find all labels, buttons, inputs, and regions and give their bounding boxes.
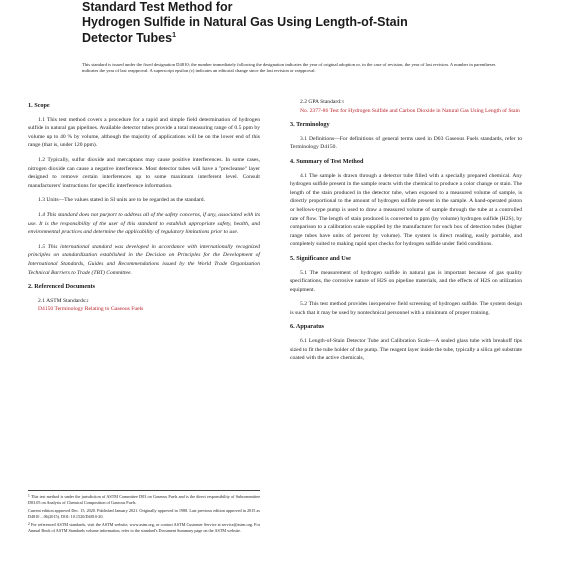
- title-line-2: Hydrogen Sulfide in Natural Gas Using Length-of-Stain: [82, 14, 408, 29]
- paragraph-1-1: 1.1 This test method covers a procedure for a rapid and simple field determination of hydrogen sulfide in natural gas pipelines. Available detector tubes provide a total measuring range of 0.5 ppm by volume up to 40 % by volume, although the majority of applications will be on the lower end of this range (that is, under 120 ppm).: [28, 116, 260, 149]
- paragraph-1-3: 1.3 Units—The values stated in SI units are to be regarded as the standard.: [38, 197, 205, 204]
- section-heading-significance: 5. Significance and Use: [290, 254, 351, 262]
- designation-notice: This standard is issued under the fixed designation D4810; the number immediately following the designation indicates the year of original adoption or, in the case of revision, the year of last revision. A number in parentheses indicates the year of last reapproval. A superscript epsilon (ε) indicates an editorial change since the last revision or reapproval.: [82, 62, 496, 74]
- ref-gpa-code-link[interactable]: No. 2377-86: [300, 107, 329, 114]
- section-heading-scope: 1. Scope: [28, 102, 50, 109]
- paragraph-3-1: 3.1 Definitions—For definitions of general terms used in D03 Gaseous Fuels standards, refer to Terminology D4150.: [290, 135, 522, 151]
- footnote-1b: Current edition approved Dec. 15, 2020. Published January 2021. Originally approved in 1988. Last previous edition approved in 2015 as D4810 – 06(2015). DOI: 10.1520/D4810-20.: [28, 508, 260, 519]
- section-heading-terminology: 3. Terminology: [290, 121, 330, 129]
- ref-astm-standards: [28, 297, 260, 306]
- ref-gpa-title-link[interactable]: Test for Hydrogen Sulfide and Carbon Dioxide in Natural Gas Using Length of Stain: [329, 107, 520, 114]
- footnote-2: [28, 522, 260, 533]
- section-heading-summary: 4. Summary of Test Method: [290, 157, 364, 165]
- title-footnote-mark: 1: [172, 32, 176, 39]
- paragraph-6-1: 6.1 Length-of-Stain Detector Tube and Calibration Scale—A sealed glass tube with breakoff tips sized to fit the tube holder of the pump. The reagent layer inside the tube, typically a silica gel substrate coated with the active chemicals,: [290, 338, 522, 362]
- document-header: [82, 0, 502, 46]
- paragraph-1-2: 1.2 Typically, sulfur dioxide and mercaptans may cause positive interferences. In some cases, nitrogen dioxide can cause a negative interference. Most detector tubes will have a "precleanse" layer designed to remove certain interferences up to some maximum interferent level. Consult manufacturers' instructions for specific interference information.: [28, 156, 260, 189]
- ref-gpa-2377: [290, 107, 522, 116]
- paragraph-5-2: 5.2 This test method provides inexpensive field screening of hydrogen sulfide. The system design is such that it may be used by nontechnical personnel with a minimum of proper training.: [290, 301, 522, 316]
- ref-gpa-footnote-mark: 3: [341, 99, 344, 104]
- footnotes: [28, 490, 260, 537]
- paragraph-1-5: [28, 243, 260, 277]
- ref-gpa-label: 2.2 GPA Standard:: [300, 99, 342, 105]
- title-line-1: Standard Test Method for: [82, 0, 233, 14]
- left-column: [28, 96, 260, 314]
- paragraph-1-4: [28, 211, 260, 237]
- footnote-2-mark: 2: [28, 522, 30, 527]
- ref-astm-label: 2.1 ASTM Standards:: [38, 297, 87, 304]
- ref-d4150: [28, 305, 260, 314]
- section-heading-referenced-documents: 2. Referenced Documents: [28, 283, 96, 291]
- right-column: [290, 98, 522, 369]
- paragraph-1-5-text: 1.5 This international standard was developed in accordance with internationally recognized principles on standardization established in the Decision on Principles for the Development of International Standards, Guides and Recommendations issued by the World Trade Organization Technical Barriers to Trade (TBT) Committee.: [28, 243, 260, 276]
- footnote-2-text: For referenced ASTM standards, visit the ASTM website, www.astm.org, or contact ASTM Customer Service at service@astm.org. For Annual Book of ASTM Standards volume information, refer to the standard's Document Summary page on the ASTM website.: [28, 522, 260, 533]
- footnote-1-mark: 1: [28, 494, 30, 498]
- ref-gpa-standard: [290, 98, 522, 107]
- footnote-1: [28, 494, 260, 505]
- title-line-3: Detector Tubes: [82, 31, 173, 46]
- ref-d4150-code-link[interactable]: D4150: [38, 306, 54, 313]
- ref-astm-footnote-mark: 2: [86, 298, 89, 303]
- footnote-1-text: This test method is under the jurisdiction of ASTM Committee D03 on Gaseous Fuels and is the direct responsibility of Subcommittee D03.05 on Analysis of Chemical Composition of Gaseous Fuels.: [28, 494, 260, 505]
- paragraph-1-4-text: 1.4 This standard does not purport to address all of the safety concerns, if any, associated with its use. It is the responsibility of the user of this standard to establish appropriate safety, health, and environmental practices and determine the applicability of regulatory limitations prior to use.: [28, 211, 260, 236]
- ref-d4150-title-link[interactable]: Terminology Relating to Gaseous Fuels: [54, 306, 144, 313]
- paragraph-4-1: 4.1 The sample is drawn through a detector tube filled with a specially prepared chemical. Any hydrogen sulfide present in the sample reacts with the chemical to produce a color change or stain. The length of the stain produced in the detector tube, when exposed to a measured volume of sample, is directly proportional to the amount of hydrogen sulfide present in the sample. A hand-operated piston or bellows-type pump is used to draw a measured volume of sample through the tube at a controlled rate of flow. The length of stain produced is converted to ppm (by volume) hydrogen sulfide (H2S), by comparison to a calibration scale supplied by the manufacturer for each box of detection tubes (higher range tubes have units of percent by volume). The system is direct reading, easily portable, and completely suited to making rapid spot checks for hydrogen sulfide under field conditions.: [290, 172, 522, 248]
- section-heading-apparatus: 6. Apparatus: [290, 323, 325, 331]
- paragraph-5-1: 5.1 The measurement of hydrogen sulfide in natural gas is important because of gas quality specifications, the corrosive nature of H2S on pipeline materials, and the effects of H2S on utilization equipment.: [290, 269, 522, 293]
- document-title: [82, 0, 502, 46]
